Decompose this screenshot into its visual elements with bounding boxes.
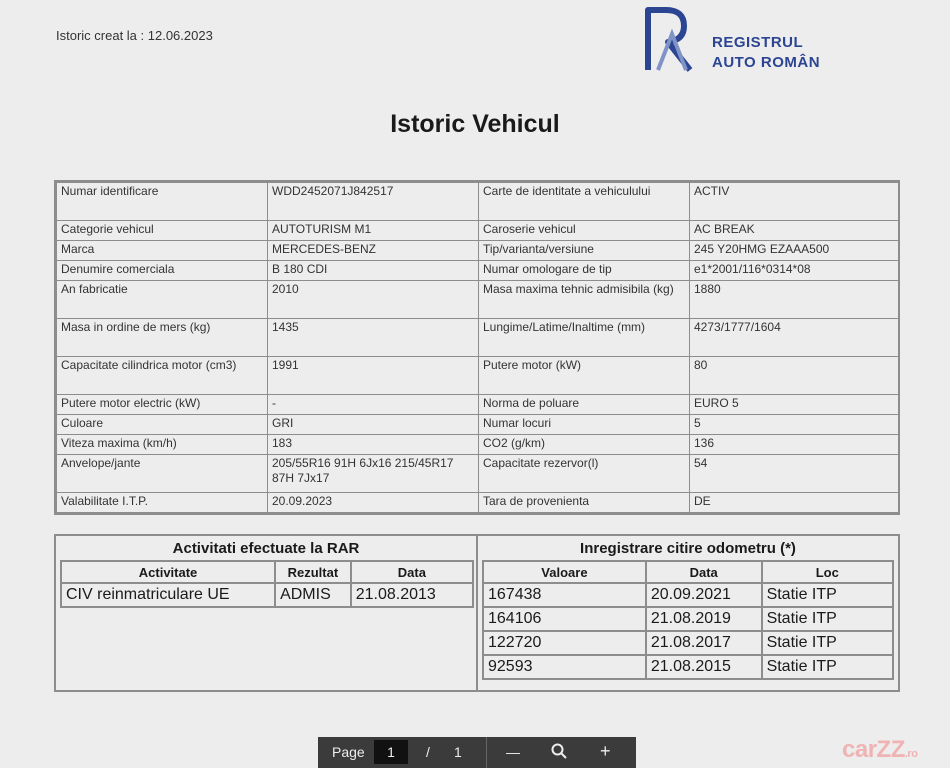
details-value-left: - bbox=[268, 395, 479, 415]
details-value-left: 20.09.2023 bbox=[268, 493, 479, 513]
details-label-right: Capacitate rezervor(l) bbox=[479, 455, 690, 493]
page-label: Page bbox=[332, 744, 365, 760]
activities-row bbox=[61, 583, 473, 607]
details-label-right: CO2 (g/km) bbox=[479, 435, 690, 455]
details-value-right: AC BREAK bbox=[690, 221, 899, 241]
details-label-right: Norma de poluare bbox=[479, 395, 690, 415]
details-value-left: AUTOTURISM M1 bbox=[268, 221, 479, 241]
details-label-right: Masa maxima tehnic admisibila (kg) bbox=[479, 281, 690, 319]
details-label-right: Lungime/Latime/Inaltime (mm) bbox=[479, 319, 690, 357]
details-value-right: ACTIV bbox=[690, 183, 899, 221]
details-value-left: 2010 bbox=[268, 281, 479, 319]
details-value-right: EURO 5 bbox=[690, 395, 899, 415]
magnifier-icon bbox=[550, 742, 568, 760]
details-value-right: 245 Y20HMG EZAAA500 bbox=[690, 241, 899, 261]
details-label-right: Numar omologare de tip bbox=[479, 261, 690, 281]
activities-column-header: Activitate bbox=[61, 561, 275, 583]
activities-cell: ADMIS bbox=[275, 583, 351, 607]
page-separator: / bbox=[426, 744, 430, 760]
details-value-left: B 180 CDI bbox=[268, 261, 479, 281]
details-value-right: DE bbox=[690, 493, 899, 513]
page-number-input[interactable]: 1 bbox=[374, 740, 408, 764]
details-value-right: e1*2001/116*0314*08 bbox=[690, 261, 899, 281]
pdf-viewer-toolbar bbox=[318, 737, 636, 768]
activities-cell: 21.08.2013 bbox=[351, 583, 473, 607]
zoom-out-button[interactable]: — bbox=[506, 744, 520, 760]
details-value-right: 4273/1777/1604 bbox=[690, 319, 899, 357]
odometer-table bbox=[482, 560, 894, 680]
odometer-cell: 21.08.2015 bbox=[646, 655, 762, 679]
details-row bbox=[57, 435, 899, 455]
details-value-left: 1435 bbox=[268, 319, 479, 357]
details-label-left: Denumire comerciala bbox=[57, 261, 268, 281]
activities-panel bbox=[56, 536, 478, 690]
watermark-suffix: .ro bbox=[904, 748, 918, 760]
details-value-right: 136 bbox=[690, 435, 899, 455]
odometer-cell: Statie ITP bbox=[762, 631, 893, 655]
details-row bbox=[57, 281, 899, 319]
odometer-column-header: Loc bbox=[762, 561, 893, 583]
details-label-right: Tara de provenienta bbox=[479, 493, 690, 513]
odometer-cell: 21.08.2019 bbox=[646, 607, 762, 631]
details-value-right: 54 bbox=[690, 455, 899, 493]
activities-column-header: Rezultat bbox=[275, 561, 351, 583]
details-row bbox=[57, 455, 899, 493]
page-total: 1 bbox=[454, 744, 462, 760]
details-label-right: Caroserie vehicul bbox=[479, 221, 690, 241]
details-value-left: GRI bbox=[268, 415, 479, 435]
details-label-left: Masa in ordine de mers (kg) bbox=[57, 319, 268, 357]
details-row bbox=[57, 183, 899, 221]
activities-title: Activitati efectuate la RAR bbox=[172, 540, 360, 557]
details-value-right: 80 bbox=[690, 357, 899, 395]
details-value-left: 183 bbox=[268, 435, 479, 455]
details-label-left: Culoare bbox=[57, 415, 268, 435]
history-created-date: Istoric creat la : 12.06.2023 bbox=[56, 28, 213, 43]
details-row bbox=[57, 395, 899, 415]
details-label-left: An fabricatie bbox=[57, 281, 268, 319]
odometer-cell: 164106 bbox=[483, 607, 646, 631]
details-row bbox=[57, 357, 899, 395]
activities-column-header: Data bbox=[351, 561, 473, 583]
toolbar-divider bbox=[486, 737, 487, 768]
details-value-left: WDD2452071J842517 bbox=[268, 183, 479, 221]
odometer-cell: Statie ITP bbox=[762, 655, 893, 679]
details-value-right: 1880 bbox=[690, 281, 899, 319]
details-label-left: Anvelope/jante bbox=[57, 455, 268, 493]
odometer-title: Inregistrare citire odometru (*) bbox=[580, 540, 796, 557]
details-label-left: Marca bbox=[57, 241, 268, 261]
details-label-left: Numar identificare bbox=[57, 183, 268, 221]
details-label-right: Numar locuri bbox=[479, 415, 690, 435]
details-row bbox=[57, 415, 899, 435]
odometer-cell: 167438 bbox=[483, 583, 646, 607]
details-label-left: Putere motor electric (kW) bbox=[57, 395, 268, 415]
records-section bbox=[54, 534, 900, 692]
rar-monogram-icon bbox=[644, 4, 706, 74]
vehicle-details-table bbox=[54, 180, 900, 515]
details-label-left: Viteza maxima (km/h) bbox=[57, 435, 268, 455]
activities-table bbox=[60, 560, 474, 608]
odometer-row bbox=[483, 631, 893, 655]
details-row bbox=[57, 241, 899, 261]
details-label-right: Carte de identitate a vehiculului bbox=[479, 183, 690, 221]
odometer-panel bbox=[478, 536, 898, 690]
odometer-cell: Statie ITP bbox=[762, 583, 893, 607]
logo-text-line1: REGISTRUL bbox=[712, 34, 804, 51]
odometer-cell: 92593 bbox=[483, 655, 646, 679]
details-row bbox=[57, 261, 899, 281]
details-row bbox=[57, 493, 899, 513]
odometer-column-header: Valoare bbox=[483, 561, 646, 583]
odometer-row bbox=[483, 655, 893, 679]
details-value-left: 205/55R16 91H 6Jx16 215/45R17 87H 7Jx17 bbox=[268, 455, 479, 493]
details-value-right: 5 bbox=[690, 415, 899, 435]
details-label-right: Putere motor (kW) bbox=[479, 357, 690, 395]
odometer-cell: 21.08.2017 bbox=[646, 631, 762, 655]
rar-logo bbox=[644, 4, 854, 74]
odometer-column-header: Data bbox=[646, 561, 762, 583]
details-value-left: 1991 bbox=[268, 357, 479, 395]
watermark bbox=[842, 736, 917, 764]
odometer-cell: 122720 bbox=[483, 631, 646, 655]
odometer-cell: Statie ITP bbox=[762, 607, 893, 631]
odometer-row bbox=[483, 607, 893, 631]
details-label-left: Valabilitate I.T.P. bbox=[57, 493, 268, 513]
odometer-row bbox=[483, 583, 893, 607]
details-row bbox=[57, 319, 899, 357]
zoom-fit-button[interactable] bbox=[550, 742, 568, 763]
details-label-left: Capacitate cilindrica motor (cm3) bbox=[57, 357, 268, 395]
odometer-cell: 20.09.2021 bbox=[646, 583, 762, 607]
logo-text-line2: AUTO ROMÂN bbox=[712, 54, 821, 71]
zoom-in-button[interactable]: + bbox=[600, 741, 611, 761]
watermark-text: carZZ bbox=[842, 736, 905, 763]
details-label-left: Categorie vehicul bbox=[57, 221, 268, 241]
details-row bbox=[57, 221, 899, 241]
details-label-right: Tip/varianta/versiune bbox=[479, 241, 690, 261]
activities-cell: CIV reinmatriculare UE bbox=[61, 583, 275, 607]
page-title: Istoric Vehicul bbox=[390, 110, 560, 138]
details-value-left: MERCEDES-BENZ bbox=[268, 241, 479, 261]
